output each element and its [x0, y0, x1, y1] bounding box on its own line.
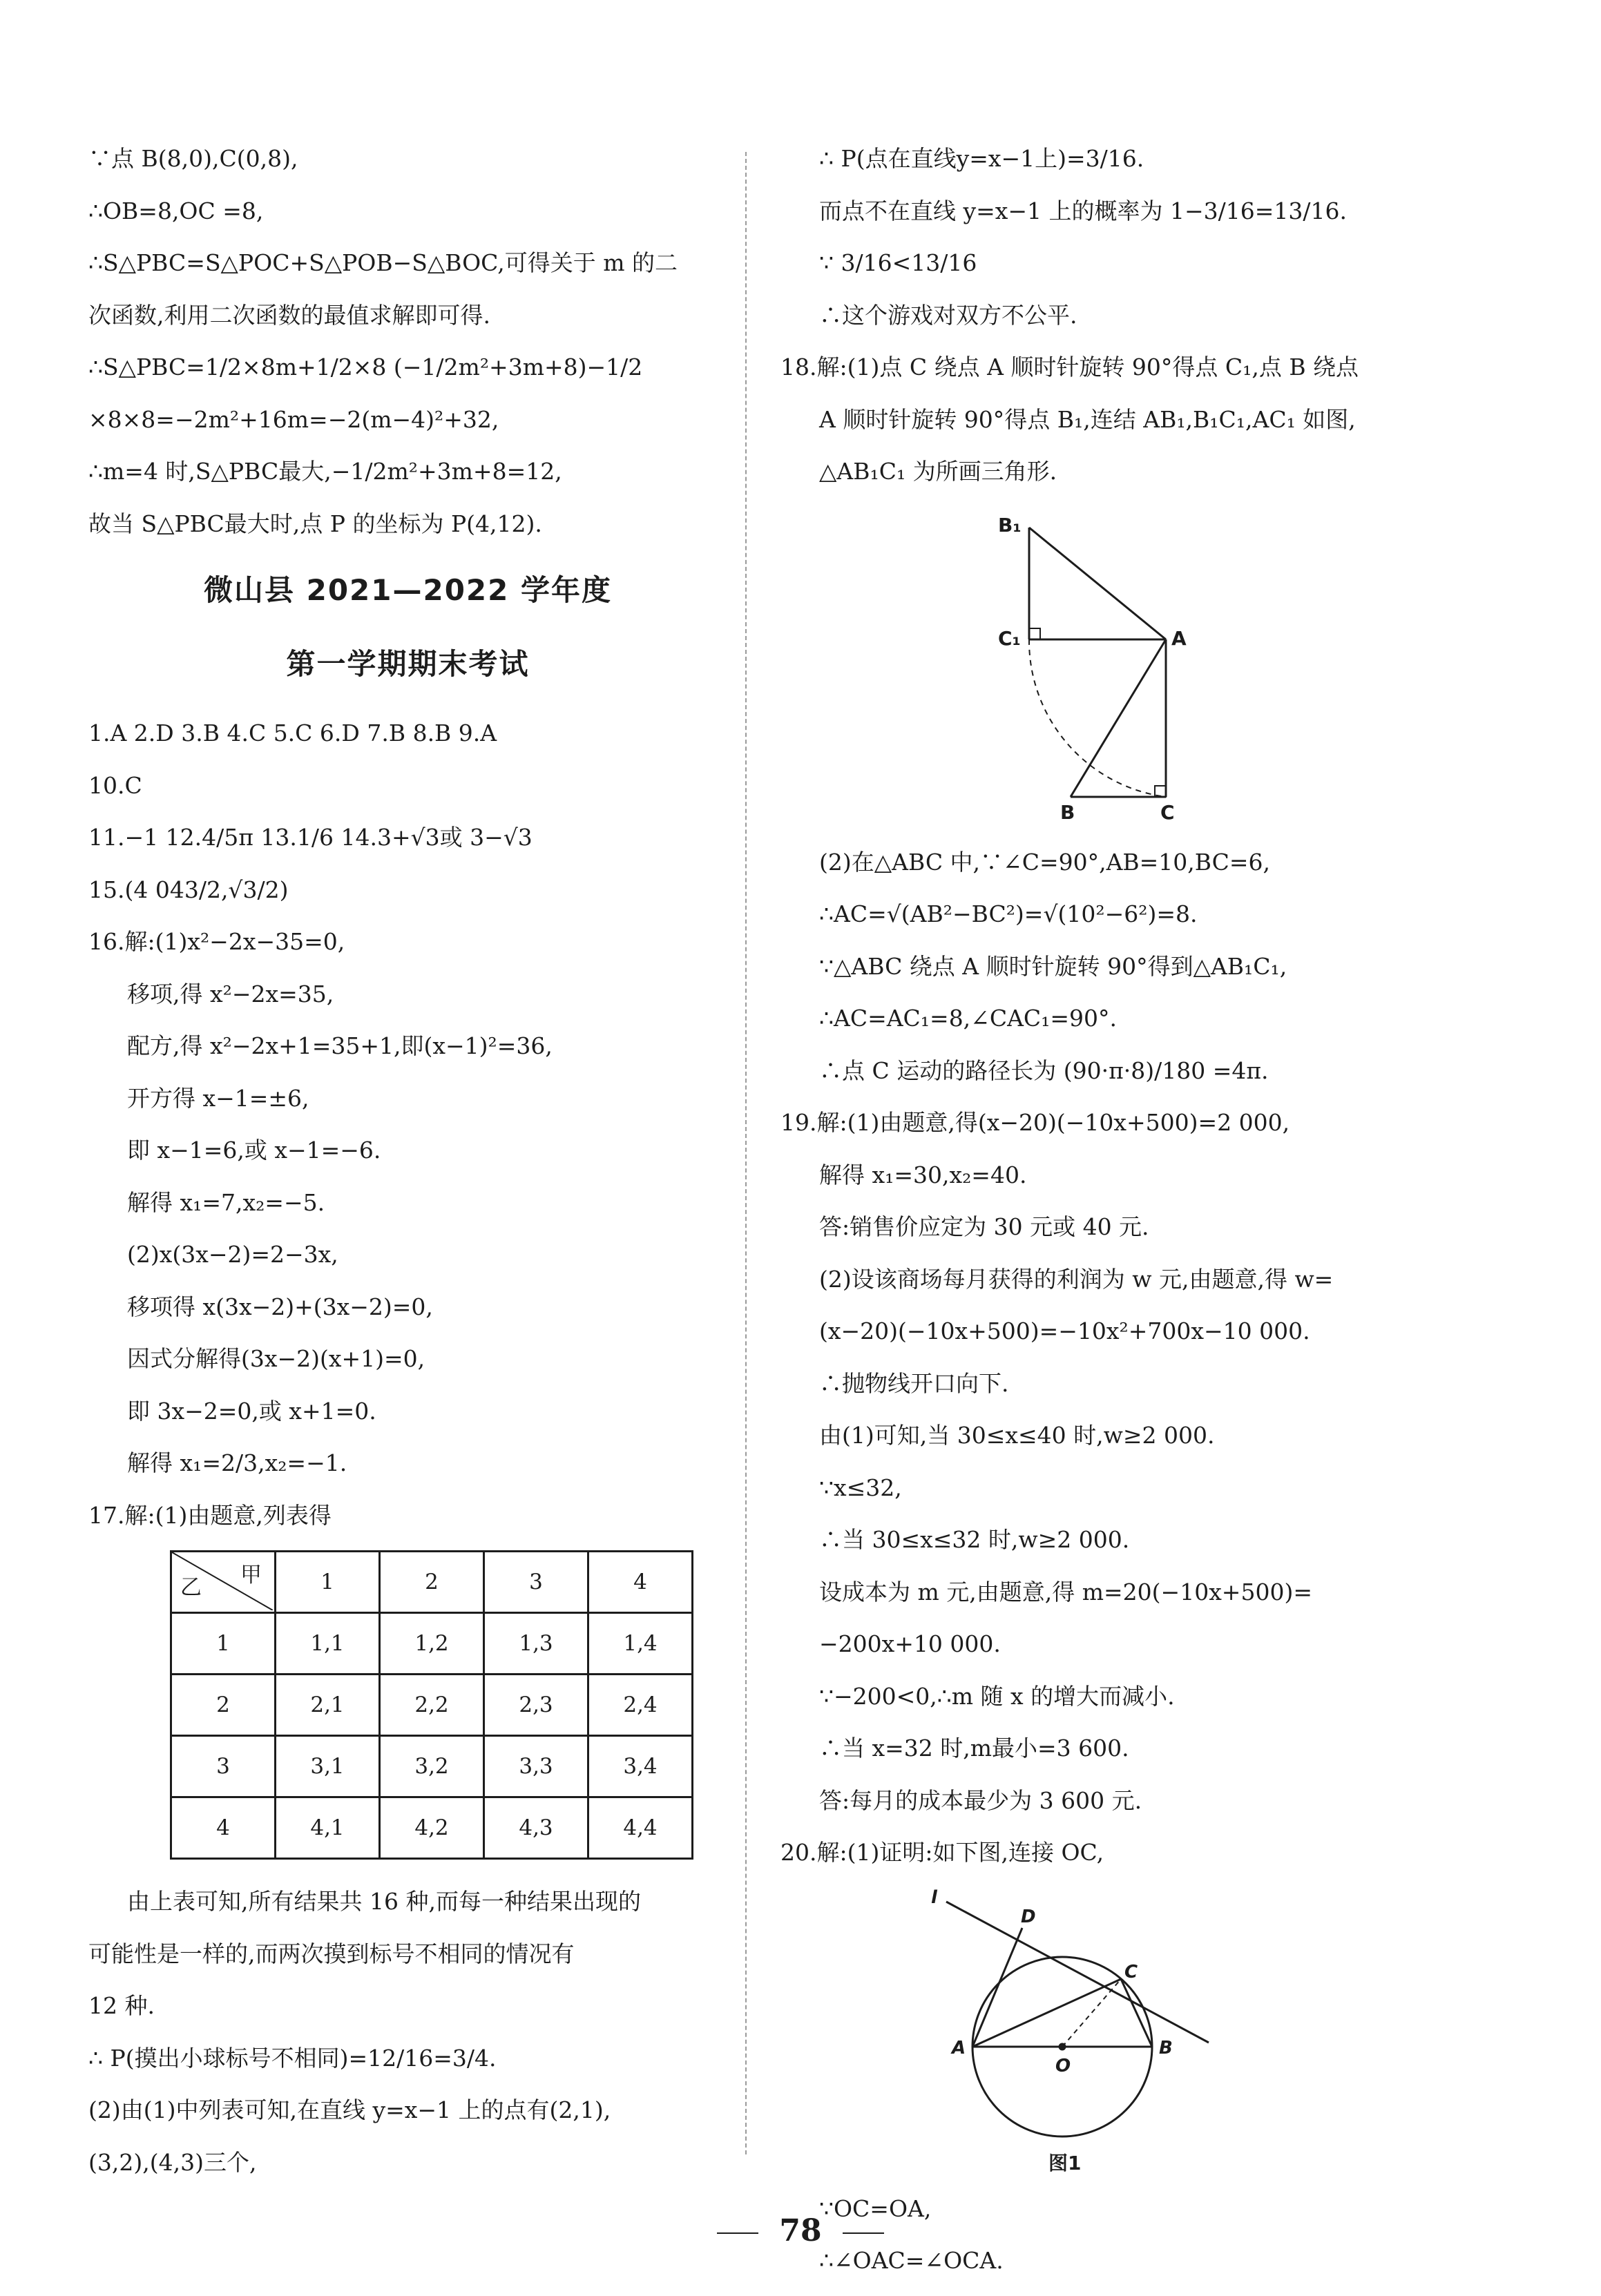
q19-line: (2)设该商场每月获得的利润为 w 元,由题意,得 w= [819, 1265, 1334, 1293]
segment-ac [972, 1979, 1121, 2047]
label-o: O [1055, 2055, 1071, 2076]
q17-line: 由上表可知,所有结果共 16 种,而每一种结果出现的 [127, 1888, 641, 1915]
answer-line: 11.−1 12.4/5π 13.1/6 14.3+√3或 3−√3 [88, 824, 533, 851]
table-row [171, 1675, 693, 1736]
table-cell: 3,3 [484, 1736, 588, 1797]
table-row [171, 1797, 693, 1859]
q18-line: △AB₁C₁ 为所画三角形. [819, 458, 1057, 485]
label-c: C [1160, 800, 1175, 824]
q17-line: 12 种. [88, 1992, 155, 2019]
rotation-figure [780, 507, 1444, 831]
table-col-header: 1 [276, 1552, 380, 1613]
table-cell: 1,3 [484, 1613, 588, 1675]
table-cell: 2,3 [484, 1675, 588, 1736]
q16-line: 因式分解得(3x−2)(x+1)=0, [127, 1345, 425, 1372]
q19-line: 由(1)可知,当 30≤x≤40 时,w≥2 000. [819, 1422, 1215, 1449]
q20-line: ∵OC=OA, [819, 2194, 932, 2222]
q18-line: (2)在△ABC 中,∵∠C=90°,AB=10,BC=6, [819, 848, 1271, 876]
segment-oc-dashed [1062, 1979, 1121, 2047]
table-cell: 3,1 [276, 1736, 380, 1797]
q18-line: ∴AC=AC₁=8,∠CAC₁=90°. [819, 1005, 1118, 1032]
table-cell: 2,1 [276, 1675, 380, 1736]
q16-line: 即 x−1=6,或 x−1=−6. [127, 1137, 381, 1164]
table-cell: 2,4 [588, 1675, 693, 1736]
right-angle-c1 [1029, 628, 1040, 639]
column-divider [745, 152, 747, 2154]
table-corner-cell [171, 1552, 276, 1613]
table-cell: 3,2 [380, 1736, 484, 1797]
table-row [171, 1613, 693, 1675]
text-line: ∴S△PBC=1/2×8m+1/2×8 (−1/2m²+3m+8)−1/2 [88, 354, 643, 380]
table-cell: 1,4 [588, 1613, 693, 1675]
center-dot [1060, 2044, 1065, 2049]
table-cell: 1,2 [380, 1613, 484, 1675]
q20-line: ∴∠OAC=∠OCA. [819, 2247, 1004, 2274]
q19-line: 答:每月的成本最少为 3 600 元. [819, 1786, 1142, 1814]
q18-line: 18.解:(1)点 C 绕点 A 顺时针旋转 90°得点 C₁,点 B 绕点 [780, 354, 1359, 380]
q19-line: ∴抛物线开口向下. [819, 1369, 1009, 1397]
q18-line: ∴点 C 运动的路径长为 (90·π·8)/180 =4π. [819, 1057, 1269, 1084]
table-col-header: 2 [380, 1552, 484, 1613]
answer-line: 10.C [88, 771, 142, 799]
q17-line: (2)由(1)中列表可知,在直线 y=x−1 上的点有(2,1), [88, 2096, 611, 2123]
right-column [780, 142, 1444, 2296]
q19-line: 设成本为 m 元,由题意,得 m=20(−10x+500)= [819, 1578, 1312, 1605]
table-cell: 2,2 [380, 1675, 484, 1736]
text-line: ∴ P(点在直线y=x−1上)=3/16. [819, 145, 1144, 172]
q17-line: (3,2),(4,3)三个, [88, 2148, 257, 2176]
page-number: 78 [779, 2213, 822, 2248]
segment-cb [1121, 1979, 1152, 2047]
text-line: ∴m=4 时,S△PBC最大,−1/2m²+3m+8=12, [88, 458, 562, 485]
table-row-label: 3 [171, 1736, 276, 1797]
page-footer [0, 2213, 1601, 2248]
text-line: ∴OB=8,OC =8, [88, 197, 264, 224]
q16-line: 移项得 x(3x−2)+(3x−2)=0, [127, 1293, 433, 1320]
q19-line: −200x+10 000. [819, 1630, 1001, 1657]
q20-intro: 20.解:(1)证明:如下图,连接 OC, [780, 1839, 1104, 1866]
q16-line: 配方,得 x²−2x+1=35+1,即(x−1)²=36, [127, 1032, 553, 1059]
label-b: B [1060, 800, 1075, 824]
q19-line: 解得 x₁=30,x₂=40. [819, 1161, 1027, 1188]
q19-line: ∴当 30≤x≤32 时,w≥2 000. [819, 1526, 1130, 1553]
label-b1: B₁ [998, 513, 1022, 537]
table-row-label: 1 [171, 1613, 276, 1675]
table-cell: 3,4 [588, 1736, 693, 1797]
q19-line: ∴当 x=32 时,m最小=3 600. [819, 1735, 1129, 1762]
outcome-table [170, 1550, 693, 1860]
table-cell: 4,2 [380, 1797, 484, 1859]
q16-line: 解得 x₁=2/3,x₂=−1. [127, 1449, 347, 1476]
text-line: ∵点 B(8,0),C(0,8), [88, 145, 298, 172]
table-row-label: 4 [171, 1797, 276, 1859]
figure-caption: 图1 [1048, 2151, 1082, 2174]
q17-line: 可能性是一样的,而两次摸到标号不相同的情况有 [88, 1940, 575, 1967]
answer-line: 15.(4 043/2,√3/2) [88, 876, 289, 903]
table-col-header: 3 [484, 1552, 588, 1613]
q19-line: 19.解:(1)由题意,得(x−20)(−10x+500)=2 000, [780, 1109, 1290, 1136]
q18-line: ∵△ABC 绕点 A 顺时针旋转 90°得到△AB₁C₁, [819, 952, 1287, 980]
label-c: C [1124, 1961, 1138, 1983]
q19-line: (x−20)(−10x+500)=−10x²+700x−10 000. [819, 1318, 1310, 1344]
q19-line: 答:销售价应定为 30 元或 40 元. [819, 1213, 1149, 1240]
label-c1: C₁ [998, 626, 1021, 650]
text-line: ∴S△PBC=S△POC+S△POB−S△BOC,可得关于 m 的二 [88, 249, 678, 276]
q16-line: (2)x(3x−2)=2−3x, [127, 1241, 338, 1268]
q17-line: ∴ P(摸出小球标号不相同)=12/16=3/4. [88, 2044, 497, 2072]
q16-line: 16.解:(1)x²−2x−35=0, [88, 928, 345, 955]
table-col-header: 4 [588, 1552, 693, 1613]
corner-bottom-label: 乙 [180, 1574, 202, 1600]
q16-line: 即 3x−2=0,或 x+1=0. [127, 1397, 376, 1425]
section-subheading: 第一学期期末考试 [286, 647, 530, 681]
text-line: 次函数,利用二次函数的最值求解即可得. [88, 301, 490, 329]
q17-intro: 17.解:(1)由题意,列表得 [88, 1501, 332, 1529]
table-row [171, 1736, 693, 1797]
footer-dash-left [717, 2232, 758, 2234]
circle-figure [780, 1888, 1444, 2178]
q19-line: ∵−200<0,∴m 随 x 的增大而减小. [819, 1682, 1175, 1710]
q18-line: ∴AC=√(AB²−BC²)=√(10²−6²)=8. [819, 900, 1198, 927]
q16-line: 解得 x₁=7,x₂=−5. [127, 1188, 325, 1216]
rotation-arc [1029, 639, 1166, 797]
table-cell: 4,4 [588, 1797, 693, 1859]
q18-line: A 顺时针旋转 90°得点 B₁,连结 AB₁,B₁C₁,AC₁ 如图, [819, 405, 1356, 433]
segment-ab [1071, 639, 1166, 797]
q16-line: 移项,得 x²−2x=35, [127, 980, 334, 1007]
text-line: ∴这个游戏对双方不公平. [819, 301, 1077, 329]
footer-dash-right [843, 2232, 884, 2234]
label-l: l [931, 1887, 937, 1908]
label-a: A [952, 2037, 966, 2058]
q16-line: 开方得 x−1=±6, [127, 1084, 309, 1112]
answer-line: 1.A 2.D 3.B 4.C 5.C 6.D 7.B 8.B 9.A [88, 720, 497, 746]
section-heading: 微山县 2021—2022 学年度 [203, 573, 613, 607]
table-header-row [171, 1552, 693, 1613]
left-column [88, 142, 727, 2197]
table-cell: 4,1 [276, 1797, 380, 1859]
segment-ad [972, 1928, 1022, 2047]
table-row-label: 2 [171, 1675, 276, 1736]
line-l [946, 1902, 1209, 2043]
text-line: ∵ 3/16<13/16 [819, 249, 977, 276]
label-d: D [1021, 1906, 1036, 1927]
q19-line: ∵x≤32, [819, 1474, 902, 1501]
label-a: A [1171, 626, 1187, 650]
label-b: B [1159, 2037, 1173, 2058]
text-line: 而点不在直线 y=x−1 上的概率为 1−3/16=13/16. [819, 197, 1348, 224]
text-line: 故当 S△PBC最大时,点 P 的坐标为 P(4,12). [88, 510, 542, 537]
segment-ab1 [1029, 528, 1166, 639]
corner-top-label: 甲 [240, 1563, 262, 1588]
table-cell: 1,1 [276, 1613, 380, 1675]
text-line: ×8×8=−2m²+16m=−2(m−4)²+32, [88, 405, 499, 433]
table-cell: 4,3 [484, 1797, 588, 1859]
